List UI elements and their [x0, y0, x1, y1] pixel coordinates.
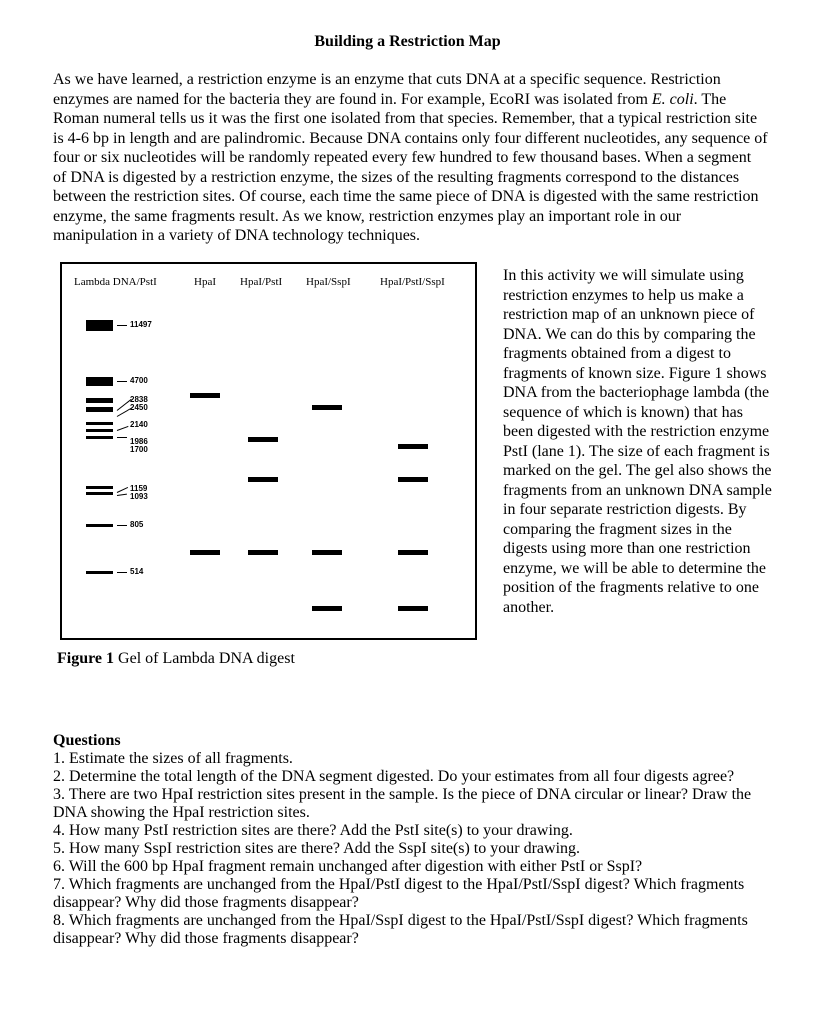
questions-heading: Questions: [53, 732, 121, 749]
ladder-band-2140: [86, 422, 113, 425]
ladder-label-1700: 1700: [130, 445, 148, 454]
lane-2-band-1: [190, 393, 220, 398]
page-title: Building a Restriction Map: [314, 33, 501, 50]
lane-header-1: Lambda DNA/PstI: [74, 276, 157, 288]
lane-4-band-2: [312, 550, 342, 555]
ladder-label-4700: 4700: [130, 376, 148, 385]
figure-caption-label: Figure 1: [57, 650, 115, 667]
lane-3-band-3: [248, 550, 278, 555]
ladder-band-1986: [86, 429, 113, 432]
lane-5-band-3: [398, 550, 428, 555]
lane-4-band-3: [312, 606, 342, 611]
intro-text-1: As we have learned, a restriction enzyme is an enzyme that cuts DNA at a specific sequence. Restriction enzymes are named for the bacteria they are found in. For example, EcoRI was isolated from: [53, 71, 721, 108]
question-4: 4. How many PstI restriction sites are there? Add the PstI site(s) to your drawing.: [53, 822, 573, 839]
lane-2-band-2: [190, 550, 220, 555]
question-3: 3. There are two HpaI restriction sites present in the sample. Is the piece of DNA circular or linear? Draw the DNA showing the HpaI restriction sites.: [53, 786, 752, 821]
ladder-label-1093: 1093: [130, 492, 148, 501]
question-1: 1. Estimate the sizes of all fragments.: [53, 750, 293, 767]
lane-5-band-1: [398, 444, 428, 449]
ladder-line-805: [117, 525, 127, 526]
lane-header-2: HpaI: [194, 276, 216, 288]
ladder-band-1700: [86, 436, 113, 439]
ladder-label-2140: 2140: [130, 420, 148, 429]
questions-section: [53, 732, 773, 948]
question-8: 8. Which fragments are unchanged from the HpaI/SspI digest to the HpaI/PstI/SspI digest? Which fragments disappear? Why did those fragments disappear?: [53, 912, 748, 947]
intro-organism: E. coli: [651, 90, 694, 108]
question-5: 5. How many SspI restriction sites are there? Add the SspI site(s) to your drawing.: [53, 840, 581, 857]
ladder-band-11497: [86, 320, 113, 331]
lane-5-band-2: [398, 477, 428, 482]
question-7: 7. Which fragments are unchanged from the HpaI/PstI digest to the HpaI/PstI/SspI digest? Which fragments disappear? Why did those fragments disappear?: [53, 876, 745, 911]
ladder-line-11497: [117, 325, 127, 326]
ladder-line-1159: [117, 487, 128, 493]
ladder-label-2450: 2450: [130, 403, 148, 412]
lane-header-5: HpaI/PstI/SspI: [380, 276, 445, 288]
ladder-band-805: [86, 524, 113, 527]
figure-caption-text: Gel of Lambda DNA digest: [114, 650, 295, 667]
gel-figure: [60, 262, 477, 640]
ladder-band-1159: [86, 486, 113, 489]
intro-text-2: . The Roman numeral tells us it was the first one isolated from that species. Remember, that a typical restriction site is 4-6 bp in length and are palindromic. Because DNA contains only four different nucleotides, any sequence of four or six nucleotides will be randomly repeated every few hundred to few thousand bases. When a segment of DNA is digested by a restriction enzyme, the sizes of the resulting fragments correspond to the distances between the restriction sites. Of course, each time the same piece of DNA is digested with the same restriction enzyme, the same fragments result. As we know, restriction enzymes play an important role in our manipulation in a variety of DNA technology techniques.: [53, 90, 768, 244]
ladder-label-1986: 1986: [130, 437, 148, 446]
ladder-line-4700: [117, 381, 127, 382]
ladder-label-1159: 1159: [130, 484, 148, 493]
ladder-band-4700: [86, 377, 113, 386]
ladder-label-2838: 2838: [130, 395, 148, 404]
ladder-label-11497: 11497: [130, 320, 152, 329]
ladder-label-514: 514: [130, 567, 144, 576]
lane-header-4: HpaI/SspI: [306, 276, 351, 288]
ladder-band-2450: [86, 407, 113, 412]
lane-3-band-2: [248, 477, 278, 482]
ladder-line-1986: [117, 426, 129, 431]
ladder-line-1093: [117, 494, 127, 496]
intro-paragraph: [53, 70, 768, 246]
lane-4-band-1: [312, 405, 342, 410]
ladder-line-514: [117, 572, 127, 573]
question-6: 6. Will the 600 bp HpaI fragment remain unchanged after digestion with either PstI or SspI?: [53, 858, 643, 875]
question-2: 2. Determine the total length of the DNA segment digested. Do your estimates from all four digests agree?: [53, 768, 735, 785]
ladder-band-2838: [86, 398, 113, 403]
ladder-band-1093: [86, 492, 113, 495]
ladder-band-514: [86, 571, 113, 574]
lane-header-3: HpaI/PstI: [240, 276, 283, 288]
lane-5-band-4: [398, 606, 428, 611]
ladder-line-1700: [117, 437, 127, 438]
lane-3-band-1: [248, 437, 278, 442]
figure-caption: [57, 650, 295, 668]
activity-description: In this activity we will simulate using restriction enzymes to help us make a restriction map of an unknown piece of DNA. We can do this by comparing the fragments obtained from a digest to fragments of known size. Figure 1 shows DNA from the bacteriophage lambda (the sequence of which is known) that has been digested with the restriction enzyme PstI (lane 1). The size of each fragment is marked on the gel. The gel also shows the fragments from an unknown DNA sample in four separate restriction digests. By comparing the fragment sizes in the digests using more than one restriction enzyme, we will be able to determine the position of the fragments relative to one another.: [503, 267, 772, 616]
ladder-label-805: 805: [130, 520, 144, 529]
